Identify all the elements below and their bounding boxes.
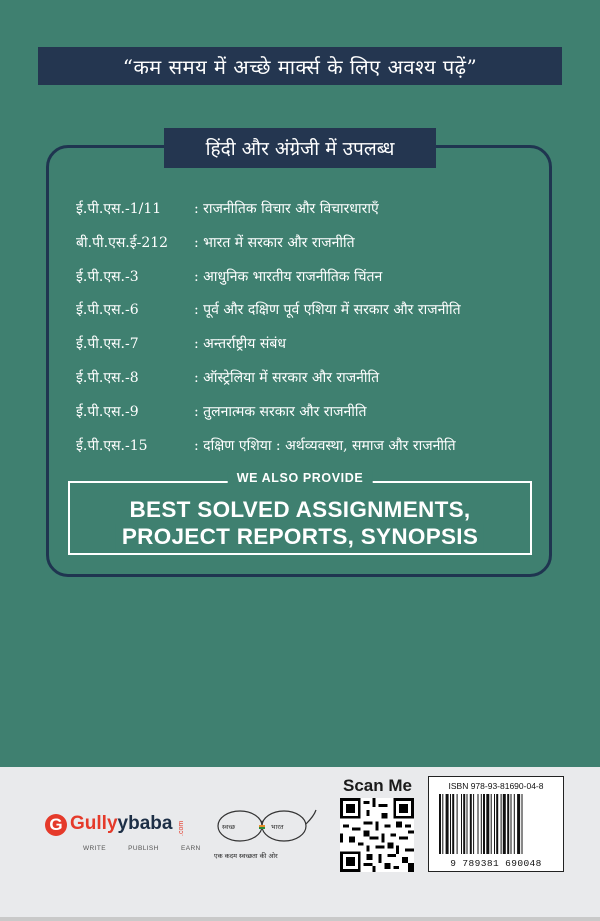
course-title: : तुलनात्मक सरकार और राजनीति	[194, 403, 367, 420]
course-code: ई.पी.एस.-6	[76, 302, 139, 319]
course-title: : अन्तर्राष्ट्रीय संबंध	[194, 336, 286, 353]
also-provide-line-1: BEST SOLVED ASSIGNMENTS,	[129, 497, 471, 522]
gullybaba-g-icon: G	[45, 814, 67, 836]
scan-me-label: Scan Me	[343, 776, 412, 795]
availability-badge: हिंदी और अंग्रेजी में उपलब्ध	[164, 128, 436, 168]
gullybaba-wordmark: Gullyybaba	[70, 813, 173, 834]
barcode-bars	[437, 794, 557, 854]
gullybaba-tagline: WRITE PUBLISH EARN	[83, 845, 201, 852]
swachh-tagline: एक कदम स्वच्छता की ओर	[214, 852, 278, 860]
barcode-number: 9 789381 690048	[450, 858, 542, 869]
course-row	[76, 267, 546, 301]
course-row	[76, 402, 546, 436]
course-row	[76, 233, 546, 267]
course-code: ई.पी.एस.-1/11	[76, 201, 162, 217]
qr-code[interactable]	[340, 798, 414, 872]
course-title: : राजनीतिक विचार और विचारधाराएँ	[194, 201, 379, 217]
course-code: ई.पी.एस.-9	[76, 403, 139, 420]
course-row	[76, 300, 546, 334]
also-provide-caption: WE ALSO PROVIDE	[228, 471, 373, 485]
also-provide-box	[68, 471, 532, 556]
course-title: : पूर्व और दक्षिण पूर्व एशिया में सरकार और राजनीति	[194, 302, 461, 319]
isbn-barcode	[428, 776, 564, 872]
course-row	[76, 436, 546, 470]
course-title: : आधुनिक भारतीय राजनीतिक चिंतन	[194, 268, 383, 285]
isbn-label: ISBN 978-93-81690-04-8	[448, 781, 544, 791]
course-row	[76, 199, 546, 233]
swachh-label: स्वच्छ	[222, 823, 236, 831]
course-row	[76, 368, 546, 402]
course-title: : ऑस्ट्रेलिया में सरकार और राजनीति	[194, 369, 380, 386]
top-banner: “कम समय में अच्छे मार्क्स के लिए अवश्य पढ़ें”	[38, 47, 562, 85]
course-code: ई.पी.एस.-3	[76, 268, 139, 285]
course-title: : भारत में सरकार और राजनीति	[194, 234, 355, 251]
gullybaba-logo	[45, 814, 205, 854]
gullybaba-domain: .com	[178, 820, 185, 836]
course-code: ई.पी.एस.-7	[76, 336, 139, 353]
swachh-bharat-logo	[212, 806, 320, 860]
course-row	[76, 334, 546, 368]
course-code: बी.पी.एस.ई-212	[76, 234, 169, 251]
bharat-label: भारत	[271, 823, 284, 831]
course-code: ई.पी.एस.-8	[76, 369, 139, 386]
course-title: : दक्षिण एशिया : अर्थव्यवस्था, समाज और राजनीति	[194, 437, 456, 454]
also-provide-line-2: PROJECT REPORTS, SYNOPSIS	[116, 524, 484, 550]
course-code: ई.पी.एस.-15	[76, 437, 148, 454]
bottom-stripe	[0, 917, 600, 921]
course-list	[76, 199, 546, 469]
